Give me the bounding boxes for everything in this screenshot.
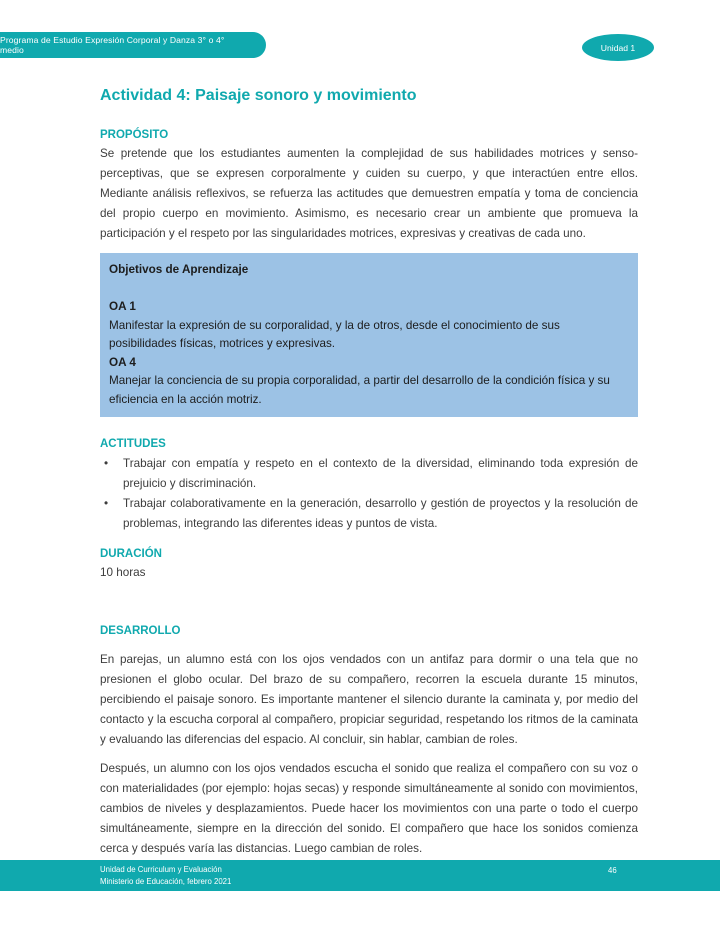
section-heading-actitudes: ACTITUDES <box>100 438 166 450</box>
duracion-value: 10 horas <box>100 566 146 579</box>
bullet-icon: • <box>104 457 109 470</box>
oa1-code: OA 1 <box>109 300 136 313</box>
program-title: Programa de Estudio Expresión Corporal y Danza 3° o 4° medio <box>0 35 225 55</box>
actitudes-item-text: Trabajar con empatía y respeto en el contexto de la diversidad, eliminando toda expresión de prejuicio y discriminación. <box>123 457 638 490</box>
actitudes-list <box>100 454 638 534</box>
objectives-box-spacer <box>109 280 628 299</box>
page-footer <box>0 860 720 891</box>
footer-line2: Ministerio de Educación, febrero 2021 <box>100 876 232 886</box>
bullet-icon: • <box>104 497 109 510</box>
actitudes-list-item <box>100 494 638 534</box>
section-heading-proposito: PROPÓSITO <box>100 129 169 141</box>
oa4-code: OA 4 <box>109 355 136 369</box>
activity-title: Actividad 4: Paisaje sonoro y movimiento <box>100 87 417 104</box>
actitudes-list-item <box>100 454 638 494</box>
objectives-box-title: Objetivos de Aprendizaje <box>109 263 249 276</box>
section-heading-duracion: DURACIÓN <box>100 548 162 560</box>
objectives-box <box>100 253 638 417</box>
footer-line1: Unidad de Curriculum y Evaluación <box>100 865 222 874</box>
desarrollo-paragraph-1: En parejas, un alumno está con los ojos vendados con un antifaz para dormir o una tela que no presionen el globo ocular. Del brazo de su compañero, recorren la escuela durante 15 minutos, percibiendo el paisaje sonoro. Es importante mantener el silencio durante la caminata y, por medio del contacto y la escucha corporal al compañero, propiciar seguridad, respetando los ritmos de la caminata y evaluando las diferencias del espacio. Al concluir, sin hablar, cambian de roles. <box>100 653 638 746</box>
unit-badge-label: Unidad 1 <box>600 42 636 53</box>
proposito-text: Se pretende que los estudiantes aumenten la complejidad de sus habilidades motrices y senso-perceptivas, que se expresen corporalmente y cuiden su cuerpo, y que interactúen entre ellos. Mediante análisis reflexivos, se refuerza las actitudes que demuestren empatía y toma de conciencia del propio cuerpo en movimiento. Asimismo, es necesario crear un ambiente que promueva la participación y el respeto por las singularidades motrices, expresivas y creativas de cada uno. <box>100 147 638 240</box>
actitudes-item-text: Trabajar colaborativamente en la generación, desarrollo y gestión de proyectos y la resolución de problemas, integrando las diferentes ideas y puntos de vista. <box>123 497 638 530</box>
oa4-text: Manejar la conciencia de su propia corporalidad, a partir del desarrollo de la condición física y su eficiencia en la acción motriz. <box>109 374 610 406</box>
page-content <box>100 0 638 859</box>
section-heading-desarrollo: DESARROLLO <box>100 625 181 637</box>
oa1-text: Manifestar la expresión de su corporalidad, y la de otros, desde el conocimiento de sus posibilidades físicas, motrices y expresivas. <box>109 318 560 350</box>
page-number: 46 <box>608 866 617 875</box>
desarrollo-paragraph-2: Después, un alumno con los ojos vendados escucha el sonido que realiza el compañero con su voz o con materialidades (por ejemplo: hojas secas) y responde simultáneamente al sonido con movimientos, cambios de niveles y desplazamientos. Puede hacer los movimientos con una parte o todo el cuerpo simultáneamente, siempre en la dirección del sonido. El compañero que hace los sonidos comienza cerca y después varía las distancias. Luego cambian de roles. <box>100 762 638 855</box>
